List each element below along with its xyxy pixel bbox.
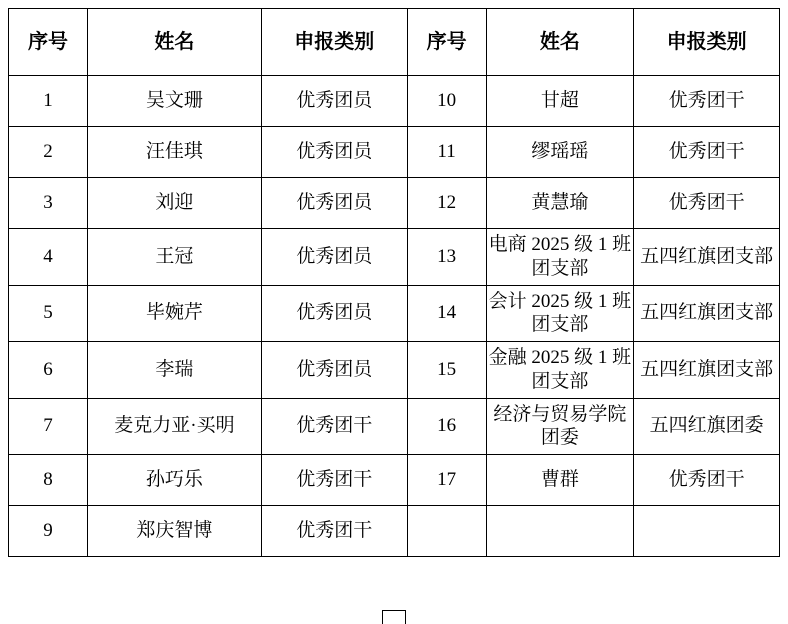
cell-category-right: 优秀团干 xyxy=(634,178,780,229)
cell-name-left: 王冠 xyxy=(87,229,261,286)
column-header-seq-right: 序号 xyxy=(407,9,486,76)
cell-category-right: 五四红旗团支部 xyxy=(634,229,780,286)
cell-seq-right-empty xyxy=(407,506,486,557)
table-row xyxy=(9,285,780,342)
cell-category-left: 优秀团员 xyxy=(261,127,407,178)
column-header-category-right: 申报类别 xyxy=(634,9,780,76)
table-row xyxy=(9,398,780,455)
cell-category-left: 优秀团干 xyxy=(261,506,407,557)
table-row xyxy=(9,229,780,286)
cell-name-left: 麦克力亚·买明 xyxy=(87,398,261,455)
cell-name-right: 黄慧瑜 xyxy=(486,178,634,229)
page-bottom-mark xyxy=(382,610,406,624)
cell-name-right: 会计 2025 级 1 班团支部 xyxy=(486,285,634,342)
cell-category-right: 五四红旗团支部 xyxy=(634,285,780,342)
cell-seq-right: 14 xyxy=(407,285,486,342)
cell-seq-left: 8 xyxy=(9,455,88,506)
cell-category-left: 优秀团员 xyxy=(261,76,407,127)
column-header-name-right: 姓名 xyxy=(486,9,634,76)
cell-category-right: 优秀团干 xyxy=(634,127,780,178)
cell-seq-right: 16 xyxy=(407,398,486,455)
cell-category-left: 优秀团干 xyxy=(261,455,407,506)
table-row xyxy=(9,178,780,229)
cell-category-left: 优秀团干 xyxy=(261,398,407,455)
cell-seq-right: 15 xyxy=(407,342,486,399)
cell-name-left: 郑庆智博 xyxy=(87,506,261,557)
cell-name-right: 经济与贸易学院团委 xyxy=(486,398,634,455)
cell-category-right: 优秀团干 xyxy=(634,76,780,127)
table-row xyxy=(9,342,780,399)
table-row xyxy=(9,506,780,557)
cell-name-left: 刘迎 xyxy=(87,178,261,229)
cell-category-right: 五四红旗团委 xyxy=(634,398,780,455)
cell-name-left: 李瑞 xyxy=(87,342,261,399)
cell-seq-left: 2 xyxy=(9,127,88,178)
table-header-row xyxy=(9,9,780,76)
cell-seq-right: 12 xyxy=(407,178,486,229)
cell-seq-right: 11 xyxy=(407,127,486,178)
cell-seq-left: 7 xyxy=(9,398,88,455)
cell-category-right: 五四红旗团支部 xyxy=(634,342,780,399)
cell-name-right-empty xyxy=(486,506,634,557)
cell-category-left: 优秀团员 xyxy=(261,342,407,399)
table-row xyxy=(9,76,780,127)
cell-seq-left: 5 xyxy=(9,285,88,342)
cell-seq-left: 9 xyxy=(9,506,88,557)
cell-seq-left: 3 xyxy=(9,178,88,229)
award-list-table xyxy=(8,8,780,557)
cell-category-left: 优秀团员 xyxy=(261,229,407,286)
cell-seq-right: 13 xyxy=(407,229,486,286)
table-row xyxy=(9,455,780,506)
cell-seq-right: 10 xyxy=(407,76,486,127)
cell-category-right: 优秀团干 xyxy=(634,455,780,506)
cell-name-left: 汪佳琪 xyxy=(87,127,261,178)
cell-name-left: 孙巧乐 xyxy=(87,455,261,506)
cell-seq-left: 4 xyxy=(9,229,88,286)
cell-name-right: 缪瑶瑶 xyxy=(486,127,634,178)
cell-category-left: 优秀团员 xyxy=(261,178,407,229)
cell-name-left: 吴文珊 xyxy=(87,76,261,127)
column-header-name-left: 姓名 xyxy=(87,9,261,76)
cell-seq-left: 1 xyxy=(9,76,88,127)
cell-name-right: 电商 2025 级 1 班团支部 xyxy=(486,229,634,286)
table-row xyxy=(9,127,780,178)
column-header-seq-left: 序号 xyxy=(9,9,88,76)
cell-name-left: 毕婉芹 xyxy=(87,285,261,342)
cell-category-right-empty xyxy=(634,506,780,557)
cell-category-left: 优秀团员 xyxy=(261,285,407,342)
cell-seq-left: 6 xyxy=(9,342,88,399)
table-header xyxy=(9,9,780,76)
cell-name-right: 曹群 xyxy=(486,455,634,506)
table-body xyxy=(9,76,780,557)
cell-name-right: 金融 2025 级 1 班团支部 xyxy=(486,342,634,399)
column-header-category-left: 申报类别 xyxy=(261,9,407,76)
cell-seq-right: 17 xyxy=(407,455,486,506)
cell-name-right: 甘超 xyxy=(486,76,634,127)
